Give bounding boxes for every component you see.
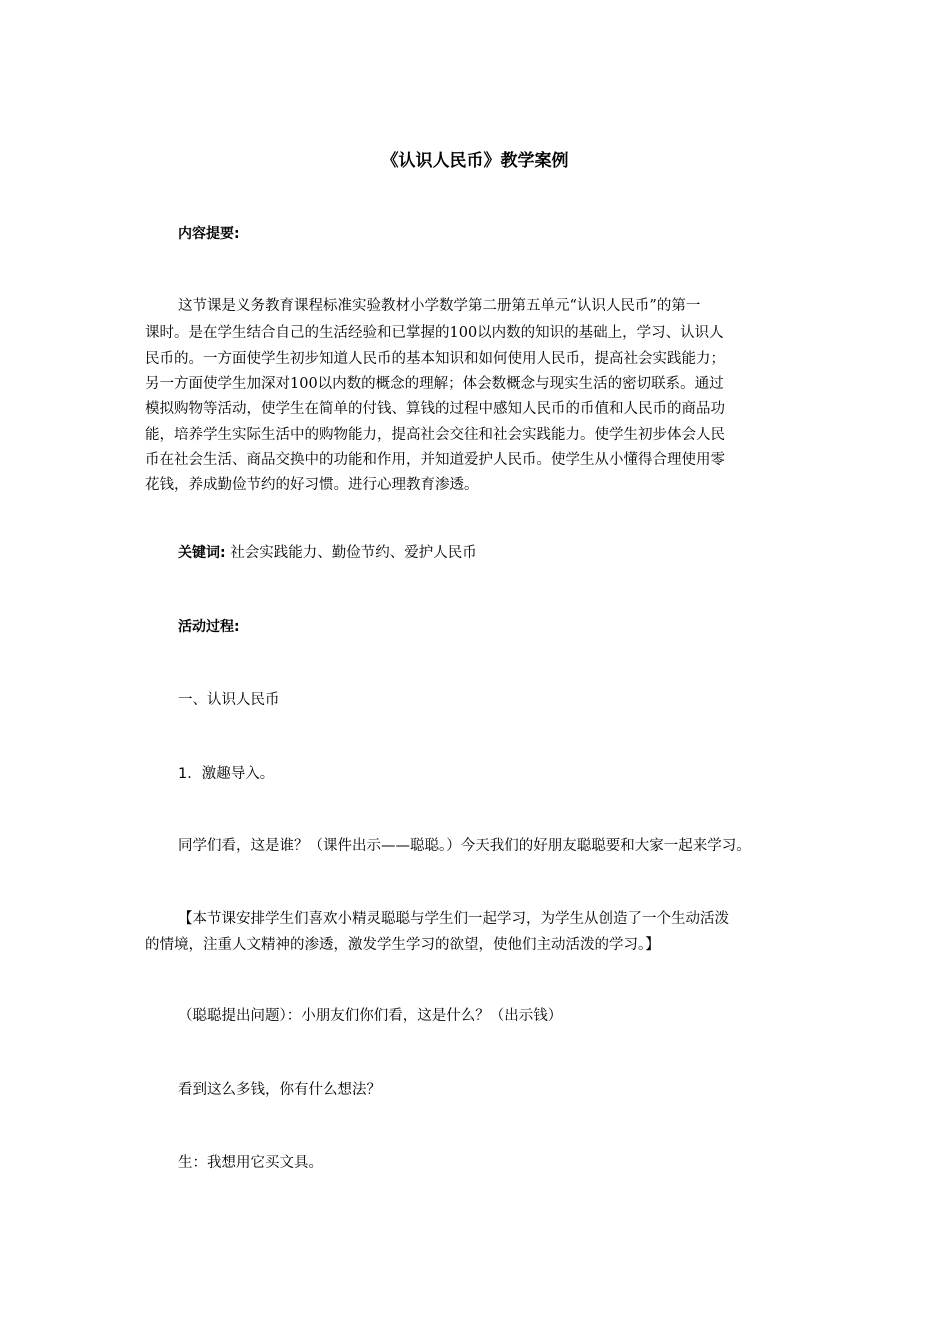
teaching-note-line: 的情境，注重人文精神的渗透，激发学生学习的欲望，使他们主动活泼的学习。】 [145, 937, 660, 953]
summary-line: 课时。是在学生结合自己的生活经验和已掌握的100以内数的知识的基础上，学习、认识人 [145, 325, 724, 341]
step-heading: 1．激趣导入。 [178, 766, 275, 782]
keywords-label: 关键词: [178, 545, 226, 561]
dialogue-line: 同学们看，这是谁？（课件出示——聪聪。）今天我们的好朋友聪聪要和大家一起来学习。 [178, 838, 751, 854]
summary-heading: 内容提要: [178, 226, 240, 242]
teaching-note-line: 【本节课安排学生们喜欢小精灵聪聪与学生们一起学习，为学生从创造了一个生动活泼 [178, 911, 729, 927]
dialogue-line: 生：我想用它买文具。 [178, 1155, 323, 1171]
keywords-row [178, 541, 477, 565]
summary-line: 能，培养学生实际生活中的购物能力，提高社会交往和社会实践能力。使学生初步体会人民 [145, 427, 725, 443]
summary-line: 民币的。一方面使学生初步知道人民币的基本知识和如何使用人民币，提高社会实践能力； [145, 351, 725, 367]
summary-line: 模拟购物等活动，使学生在简单的付钱、算钱的过程中感知人民币的币值和人民币的商品功 [145, 401, 725, 417]
document-title: 《认识人民币》教学案例 [381, 151, 569, 171]
keywords-text: 社会实践能力、勤俭节约、爱护人民币 [230, 545, 477, 561]
summary-line: 花钱，养成勤俭节约的好习惯。进行心理教育渗透。 [145, 477, 479, 493]
summary-line: 这节课是义务教育课程标准实验教材小学数学第二册第五单元“认识人民币”的第一 [178, 298, 701, 314]
summary-line: 另一方面使学生加深对100以内数的概念的理解；体会数概念与现实生活的密切联系。通过 [145, 376, 724, 392]
dialogue-line: （聪聪提出问题）：小朋友们你们看，这是什么？（出示钱） [178, 1008, 563, 1024]
dialogue-line: 看到这么多钱，你有什么想法？ [178, 1082, 381, 1098]
summary-line: 币在社会生活、商品交换中的功能和作用，并知道爱护人民币。使学生从小懂得合理使用零 [145, 452, 725, 468]
section-heading: 一、认识人民币 [178, 692, 280, 708]
process-heading: 活动过程: [178, 619, 240, 635]
